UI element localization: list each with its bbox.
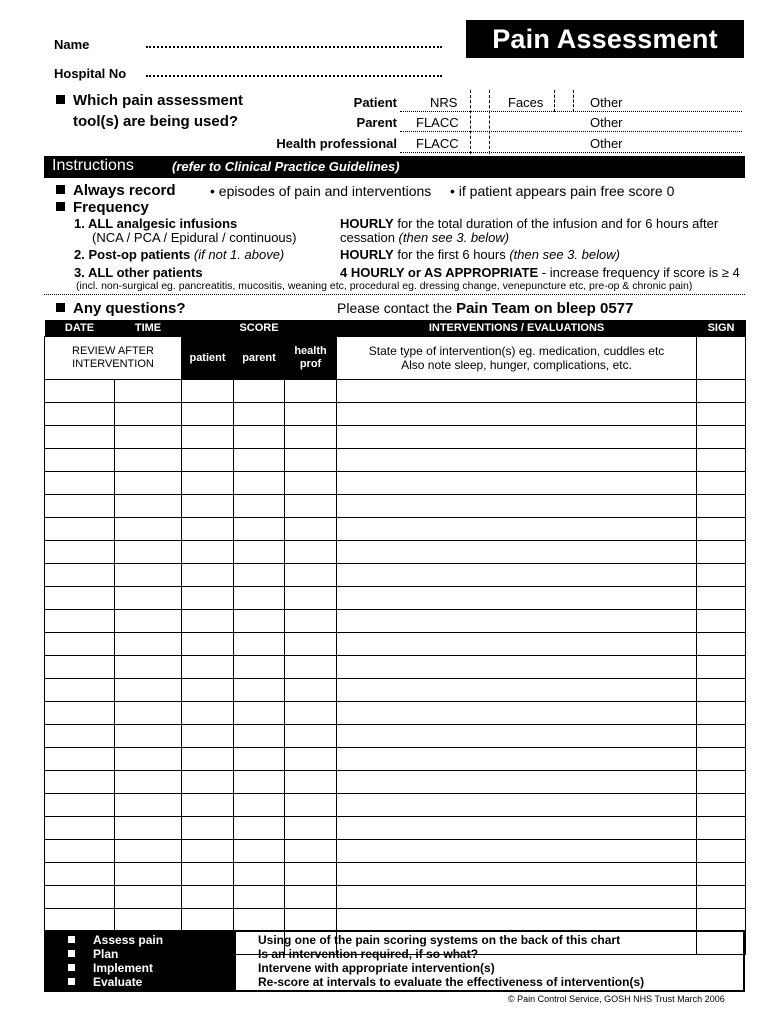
role-health-professional: Health professional <box>276 136 397 151</box>
cell-time[interactable] <box>115 449 182 472</box>
bullet-square-icon <box>68 936 75 943</box>
cell-date[interactable] <box>45 380 115 403</box>
score-health-prof-header: health prof <box>285 337 337 380</box>
hospital-no-label: Hospital No <box>54 66 127 81</box>
step-plan: Plan <box>93 947 119 961</box>
cell-sign[interactable] <box>697 817 746 840</box>
table-row <box>45 771 746 794</box>
cell-score-parent[interactable] <box>234 886 285 909</box>
cell-score-health-prof[interactable] <box>285 679 337 702</box>
cell-score-patient[interactable] <box>182 380 234 403</box>
table-row <box>45 495 746 518</box>
cell-score-parent[interactable] <box>234 472 285 495</box>
cell-score-health-prof[interactable] <box>285 472 337 495</box>
cell-sign[interactable] <box>697 495 746 518</box>
cell-date[interactable] <box>45 633 115 656</box>
tool-flacc-parent: FLACC <box>416 115 459 130</box>
cell-intervention[interactable] <box>337 495 697 518</box>
cell-score-parent[interactable] <box>234 610 285 633</box>
always-record-a: • episodes of pain and interventions <box>210 183 432 199</box>
cell-time[interactable] <box>115 771 182 794</box>
cell-sign[interactable] <box>697 863 746 886</box>
cell-time[interactable] <box>115 909 182 932</box>
cell-date[interactable] <box>45 840 115 863</box>
score-patient-header: patient <box>182 337 234 380</box>
cell-time[interactable] <box>115 702 182 725</box>
cell-sign[interactable] <box>697 518 746 541</box>
cell-intervention[interactable] <box>337 794 697 817</box>
cell-date[interactable] <box>45 403 115 426</box>
cell-sign[interactable] <box>697 702 746 725</box>
cell-score-health-prof[interactable] <box>285 656 337 679</box>
cell-score-health-prof[interactable] <box>285 633 337 656</box>
cell-intervention[interactable] <box>337 564 697 587</box>
cell-sign[interactable] <box>697 449 746 472</box>
instructions-bar <box>44 156 745 178</box>
cell-score-patient[interactable] <box>182 748 234 771</box>
cell-sign[interactable] <box>697 472 746 495</box>
cell-score-parent[interactable] <box>234 840 285 863</box>
table-row <box>45 403 746 426</box>
header-sign: SIGN <box>697 320 746 337</box>
score-parent-header: parent <box>234 337 285 380</box>
always-record-b: • if patient appears pain free score 0 <box>450 183 675 199</box>
any-questions: Any questions? <box>56 300 186 317</box>
cell-intervention[interactable] <box>337 633 697 656</box>
cell-date[interactable] <box>45 886 115 909</box>
cell-score-patient[interactable] <box>182 817 234 840</box>
item3-label: 3. ALL other patients <box>74 265 203 280</box>
cell-intervention[interactable] <box>337 656 697 679</box>
table-row <box>45 380 746 403</box>
table-row <box>45 449 746 472</box>
item1-label: 1. ALL analgesic infusions <box>74 216 238 231</box>
header-date: DATE <box>45 320 115 337</box>
cell-score-patient[interactable] <box>182 472 234 495</box>
header-interventions: INTERVENTIONS / EVALUATIONS <box>337 320 697 337</box>
bullet-square-icon <box>56 303 65 312</box>
frequency: Frequency <box>56 199 149 216</box>
item2-right: HOURLY for the first 6 hours (then see 3. below) <box>340 247 620 262</box>
cell-score-health-prof[interactable] <box>285 748 337 771</box>
cell-sign[interactable] <box>697 610 746 633</box>
cell-score-health-prof[interactable] <box>285 909 337 932</box>
tool-question-line2: tool(s) are being used? <box>73 113 239 130</box>
cell-intervention[interactable] <box>337 610 697 633</box>
cell-score-patient[interactable] <box>182 656 234 679</box>
cell-sign[interactable] <box>697 380 746 403</box>
bullet-square-icon <box>56 185 65 194</box>
cell-score-parent[interactable] <box>234 403 285 426</box>
table-row <box>45 472 746 495</box>
tool-checkbox-column[interactable] <box>470 90 490 154</box>
cell-score-patient[interactable] <box>182 702 234 725</box>
tool-question-line1: Which pain assessment <box>73 92 244 109</box>
cell-score-patient[interactable] <box>182 633 234 656</box>
table-row <box>45 564 746 587</box>
table-row <box>45 656 746 679</box>
cell-time[interactable] <box>115 380 182 403</box>
cell-score-health-prof[interactable] <box>285 495 337 518</box>
cell-score-patient[interactable] <box>182 840 234 863</box>
table-row <box>45 725 746 748</box>
cell-time[interactable] <box>115 886 182 909</box>
cell-score-parent[interactable] <box>234 863 285 886</box>
cell-time[interactable] <box>115 679 182 702</box>
cell-sign[interactable] <box>697 633 746 656</box>
cell-time[interactable] <box>115 495 182 518</box>
cell-date[interactable] <box>45 748 115 771</box>
cell-score-health-prof[interactable] <box>285 518 337 541</box>
copyright: © Pain Control Service, GOSH NHS Trust March 2006 <box>508 994 725 1004</box>
cell-date[interactable] <box>45 794 115 817</box>
cell-time[interactable] <box>115 472 182 495</box>
cell-sign[interactable] <box>697 587 746 610</box>
cell-date[interactable] <box>45 564 115 587</box>
cell-score-parent[interactable] <box>234 449 285 472</box>
table-row <box>45 679 746 702</box>
cell-intervention[interactable] <box>337 702 697 725</box>
cell-score-parent[interactable] <box>234 725 285 748</box>
cell-sign[interactable] <box>697 771 746 794</box>
cell-score-health-prof[interactable] <box>285 863 337 886</box>
hospital-no-field[interactable] <box>146 75 442 77</box>
cell-time[interactable] <box>115 564 182 587</box>
cell-time[interactable] <box>115 863 182 886</box>
instructions-heading: Instructions <box>52 157 134 174</box>
table-row <box>45 633 746 656</box>
tool-flacc-hp: FLACC <box>416 136 459 151</box>
cell-intervention[interactable] <box>337 426 697 449</box>
step-implement: Implement <box>93 961 154 975</box>
cell-time[interactable] <box>115 610 182 633</box>
cell-score-patient[interactable] <box>182 426 234 449</box>
table-row <box>45 426 746 449</box>
cell-intervention[interactable] <box>337 817 697 840</box>
cell-intervention[interactable] <box>337 886 697 909</box>
cell-intervention[interactable] <box>337 449 697 472</box>
cell-score-health-prof[interactable] <box>285 403 337 426</box>
cell-score-health-prof[interactable] <box>285 449 337 472</box>
item2-label: 2. Post-op patients (if not 1. above) <box>74 247 285 262</box>
cell-score-parent[interactable] <box>234 564 285 587</box>
item1-right: HOURLY for the total duration of the infusion and for 6 hours after <box>340 216 719 231</box>
bullet-square-icon <box>68 964 75 971</box>
cell-score-patient[interactable] <box>182 794 234 817</box>
cell-score-health-prof[interactable] <box>285 587 337 610</box>
table-row <box>45 518 746 541</box>
step-evaluate: Evaluate <box>93 975 143 989</box>
table-row <box>45 863 746 886</box>
role-patient: Patient <box>353 95 397 110</box>
cell-intervention[interactable] <box>337 679 697 702</box>
cell-score-parent[interactable] <box>234 656 285 679</box>
tool-other-patient: Other <box>590 95 623 110</box>
cell-date[interactable] <box>45 817 115 840</box>
table-row <box>45 817 746 840</box>
cell-sign[interactable] <box>697 656 746 679</box>
cell-score-parent[interactable] <box>234 771 285 794</box>
cell-score-parent[interactable] <box>234 380 285 403</box>
cell-time[interactable] <box>115 748 182 771</box>
cell-score-patient[interactable] <box>182 541 234 564</box>
cell-date[interactable] <box>45 495 115 518</box>
cell-sign[interactable] <box>697 748 746 771</box>
cell-score-parent[interactable] <box>234 541 285 564</box>
tool-other-hp: Other <box>590 136 623 151</box>
item3-right: 4 HOURLY or AS APPROPRIATE - increase frequency if score is ≥ 4 <box>340 265 740 280</box>
desc-plan: Is an intervention required, if so what? <box>258 947 479 961</box>
cell-sign[interactable] <box>697 725 746 748</box>
cell-score-patient[interactable] <box>182 518 234 541</box>
cell-intervention[interactable] <box>337 909 697 932</box>
desc-assess: Using one of the pain scoring systems on the back of this chart <box>258 933 621 947</box>
cell-date[interactable] <box>45 449 115 472</box>
cell-intervention[interactable] <box>337 748 697 771</box>
cell-time[interactable] <box>115 840 182 863</box>
cell-score-parent[interactable] <box>234 518 285 541</box>
desc-evaluate: Re-score at intervals to evaluate the effectiveness of intervention(s) <box>258 975 645 989</box>
cell-intervention[interactable] <box>337 380 697 403</box>
cell-score-patient[interactable] <box>182 725 234 748</box>
cell-intervention[interactable] <box>337 403 697 426</box>
tool-other-parent: Other <box>590 115 623 130</box>
cell-score-health-prof[interactable] <box>285 840 337 863</box>
sign-sub <box>697 337 746 380</box>
cell-sign[interactable] <box>697 403 746 426</box>
cell-score-health-prof[interactable] <box>285 380 337 403</box>
bullet-square-icon <box>68 978 75 985</box>
table-row <box>45 587 746 610</box>
cell-time[interactable] <box>115 817 182 840</box>
contact-line: Please contact the Pain Team on bleep 0577 <box>337 300 634 317</box>
cell-score-parent[interactable] <box>234 817 285 840</box>
cell-time[interactable] <box>115 587 182 610</box>
desc-implement: Intervene with appropriate intervention(s) <box>258 961 495 975</box>
cell-score-parent[interactable] <box>234 794 285 817</box>
bullet-square-icon <box>56 202 65 211</box>
table-row <box>45 610 746 633</box>
cell-score-patient[interactable] <box>182 564 234 587</box>
table-row <box>45 794 746 817</box>
cell-score-parent[interactable] <box>234 679 285 702</box>
tool-faces: Faces <box>508 95 544 110</box>
cell-date[interactable] <box>45 679 115 702</box>
cell-score-parent[interactable] <box>234 495 285 518</box>
always-record: Always record <box>56 182 176 199</box>
cell-time[interactable] <box>115 794 182 817</box>
cell-score-patient[interactable] <box>182 587 234 610</box>
item1-sub: (NCA / PCA / Epidural / continuous) <box>92 230 297 245</box>
cell-intervention[interactable] <box>337 518 697 541</box>
cell-intervention[interactable] <box>337 587 697 610</box>
cell-intervention[interactable] <box>337 725 697 748</box>
header-score: SCORE <box>182 320 337 337</box>
cell-score-patient[interactable] <box>182 449 234 472</box>
cell-score-patient[interactable] <box>182 495 234 518</box>
cell-date[interactable] <box>45 610 115 633</box>
cell-score-parent[interactable] <box>234 426 285 449</box>
cell-time[interactable] <box>115 403 182 426</box>
faces-checkbox[interactable] <box>554 90 574 112</box>
cell-score-patient[interactable] <box>182 771 234 794</box>
cell-sign[interactable] <box>697 679 746 702</box>
table-row <box>45 748 746 771</box>
cell-score-parent[interactable] <box>234 909 285 932</box>
cell-date[interactable] <box>45 909 115 932</box>
tool-nrs: NRS <box>430 95 458 110</box>
cell-date[interactable] <box>45 725 115 748</box>
cell-score-patient[interactable] <box>182 679 234 702</box>
cell-score-patient[interactable] <box>182 610 234 633</box>
instructions-subheading: (refer to Clinical Practice Guidelines) <box>172 159 400 174</box>
cell-intervention[interactable] <box>337 863 697 886</box>
cell-date[interactable] <box>45 702 115 725</box>
table-row <box>45 541 746 564</box>
cell-score-parent[interactable] <box>234 633 285 656</box>
item1-right2: cessation (then see 3. below) <box>340 230 510 245</box>
cell-score-health-prof[interactable] <box>285 564 337 587</box>
cell-sign[interactable] <box>697 794 746 817</box>
cell-intervention[interactable] <box>337 840 697 863</box>
cell-score-parent[interactable] <box>234 587 285 610</box>
cell-sign[interactable] <box>697 426 746 449</box>
page-title: Pain Assessment <box>466 20 744 58</box>
footer-steps <box>46 932 236 990</box>
cell-score-health-prof[interactable] <box>285 794 337 817</box>
cell-date[interactable] <box>45 656 115 679</box>
cell-sign[interactable] <box>697 886 746 909</box>
cell-sign[interactable] <box>697 541 746 564</box>
cell-score-health-prof[interactable] <box>285 426 337 449</box>
cell-date[interactable] <box>45 426 115 449</box>
step-assess: Assess pain <box>93 933 164 947</box>
cell-date[interactable] <box>45 472 115 495</box>
cell-time[interactable] <box>115 426 182 449</box>
cell-score-health-prof[interactable] <box>285 886 337 909</box>
role-parent: Parent <box>356 115 397 130</box>
name-label: Name <box>54 37 90 52</box>
cell-time[interactable] <box>115 541 182 564</box>
bullet-square-icon <box>56 95 65 104</box>
interventions-note: State type of intervention(s) eg. medication, cuddles etc Also note sleep, hunger, complications, etc. <box>337 337 697 380</box>
cell-sign[interactable] <box>697 909 746 932</box>
cell-score-parent[interactable] <box>234 702 285 725</box>
cell-time[interactable] <box>115 725 182 748</box>
cell-score-patient[interactable] <box>182 886 234 909</box>
cell-time[interactable] <box>115 518 182 541</box>
table-row <box>45 886 746 909</box>
table-row <box>45 702 746 725</box>
tool-question <box>56 92 243 109</box>
cell-date[interactable] <box>45 863 115 886</box>
review-after-intervention: REVIEW AFTER INTERVENTION <box>45 337 182 380</box>
table-row <box>45 909 746 932</box>
cell-score-patient[interactable] <box>182 863 234 886</box>
cell-intervention[interactable] <box>337 472 697 495</box>
cell-score-patient[interactable] <box>182 909 234 932</box>
cell-time[interactable] <box>115 633 182 656</box>
bullet-square-icon <box>68 950 75 957</box>
cell-score-health-prof[interactable] <box>285 610 337 633</box>
cell-score-health-prof[interactable] <box>285 817 337 840</box>
header-time: TIME <box>115 320 182 337</box>
cell-score-health-prof[interactable] <box>285 725 337 748</box>
cell-score-patient[interactable] <box>182 403 234 426</box>
cell-sign[interactable] <box>697 840 746 863</box>
cell-score-health-prof[interactable] <box>285 771 337 794</box>
item3-note: (incl. non-surgical eg. pancreatitis, mucositis, weaning etc, procedural eg. dressing change, venepuncture etc, pre-op & chronic pain) <box>76 280 693 292</box>
cell-date[interactable] <box>45 541 115 564</box>
cell-intervention[interactable] <box>337 541 697 564</box>
name-field[interactable] <box>146 46 442 48</box>
cell-score-health-prof[interactable] <box>285 541 337 564</box>
cell-date[interactable] <box>45 518 115 541</box>
cell-intervention[interactable] <box>337 771 697 794</box>
footer-descriptions <box>258 933 644 989</box>
cell-score-health-prof[interactable] <box>285 702 337 725</box>
assessment-table <box>44 320 746 955</box>
footer-box <box>44 930 745 992</box>
table-row <box>45 840 746 863</box>
cell-date[interactable] <box>45 771 115 794</box>
cell-date[interactable] <box>45 587 115 610</box>
cell-score-parent[interactable] <box>234 748 285 771</box>
cell-time[interactable] <box>115 656 182 679</box>
cell-sign[interactable] <box>697 564 746 587</box>
